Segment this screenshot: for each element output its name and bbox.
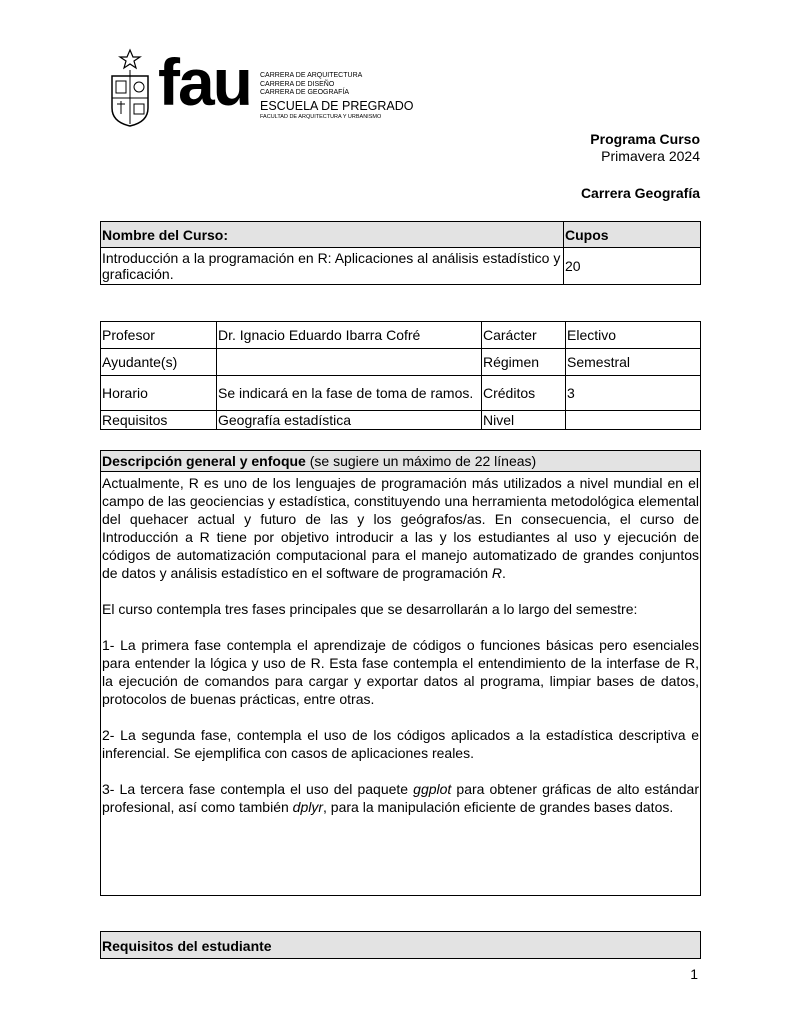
creditos-value: 3: [566, 376, 701, 411]
course-name-label: Nombre del Curso:: [101, 222, 564, 248]
creditos-label: Créditos: [482, 376, 566, 411]
description-paragraph-3: 1- La primera fase contempla el aprendizaje de códigos o funciones básicas pero esenciales para entender la lógica y uso de R. Esta fase contempla el entendimiento de la interfase de R, la ejecución de comandos para cargar y exportar datos al programa, limpiar bases de datos, protocolos de buenas prácticas, entre otras.: [102, 637, 699, 707]
career-architecture: CARRERA DE ARQUITECTURA: [260, 72, 363, 79]
description-paragraph-4: 2- La segunda fase, contempla el uso de los códigos aplicados a la estadística descriptiva e inferencial. Se ejemplifica con casos de aplicaciones reales.: [102, 727, 699, 761]
description-body: [100, 471, 701, 896]
description-paragraph-1: [101, 474, 700, 582]
description-title: Descripción general y enfoque: [102, 453, 306, 469]
description-note: (se sugiere un máximo de 22 líneas): [305, 453, 537, 469]
school-info: [260, 72, 460, 121]
requirements-title: Requisitos del estudiante: [102, 938, 272, 954]
paragraph-text: , para la manipulación eficiente de grandes bases datos.: [323, 799, 674, 815]
program-title: Programa Curso: [590, 131, 700, 147]
description-paragraph-5: [101, 780, 700, 816]
nivel-value: [566, 411, 701, 430]
description-paragraph-2: El curso contempla tres fases principales que se desarrollarán a lo largo del semestre:: [102, 601, 638, 617]
requirements-header: [100, 931, 701, 959]
paragraph-text: para obtener gráficas de alto estándar profesional, así como también: [102, 781, 699, 815]
description-header: [100, 450, 701, 472]
paragraph-end: .: [502, 565, 506, 581]
profesor-label: Profesor: [101, 322, 217, 349]
dplyr-package: dplyr: [292, 799, 324, 815]
ggplot-package: ggplot: [413, 781, 452, 797]
cupos-label: Cupos: [564, 222, 701, 248]
regimen-value: Semestral: [566, 349, 701, 376]
career-geography: CARRERA DE GEOGRAFÍA: [260, 89, 350, 96]
ayudante-value: [217, 349, 482, 376]
cupos-value: 20: [564, 248, 701, 285]
career-design: CARRERA DE DISEÑO: [260, 80, 335, 88]
course-info-table: [100, 321, 701, 430]
fau-logo-text: fau: [158, 45, 251, 119]
faculty-name: FACULTAD DE ARQUITECTURA Y URBANISMO: [260, 113, 382, 120]
caracter-label: Carácter: [482, 322, 566, 349]
profesor-value: Dr. Ignacio Eduardo Ibarra Cofré: [217, 322, 482, 349]
requisitos-value: Geografía estadística: [217, 411, 482, 430]
school-name: ESCUELA DE PREGRADO: [260, 98, 414, 113]
caracter-value: Electivo: [566, 322, 701, 349]
course-table: [100, 221, 701, 285]
university-crest-icon: [108, 48, 152, 128]
horario-value: Se indicará en la fase de toma de ramos.: [217, 376, 482, 411]
paragraph-text: 3- La tercera fase contempla el uso del paquete: [102, 781, 414, 797]
ayudante-label: Ayudante(s): [101, 349, 217, 376]
horario-label: Horario: [101, 376, 217, 411]
regimen-label: Régimen: [482, 349, 566, 376]
career-name: Carrera Geografía: [580, 185, 700, 201]
nivel-label: Nivel: [482, 411, 566, 430]
paragraph-text: Actualmente, R es uno de los lenguajes de programación más utilizados a nivel mundial en el campo de las geociencias y estadística, constituyendo una herramienta metodológica elemental del quehacer actual y futuro de las y los geógrafos/as. En consecuencia, el curso de Introducción a R tiene por objetivo introducir a las y los estudiantes al uso y ejecución de códigos de automatización computacional para el manejo automatizado de grandes conjuntos de datos y análisis estadístico en el software de programación: [102, 475, 699, 581]
semester: Primavera 2024: [601, 148, 700, 164]
page-number: 1: [690, 966, 698, 982]
r-software-name: R: [491, 565, 503, 581]
course-name-value: Introducción a la programación en R: Aplicaciones al análisis estadístico y graficación.: [101, 248, 564, 285]
requisitos-label: Requisitos: [101, 411, 217, 430]
